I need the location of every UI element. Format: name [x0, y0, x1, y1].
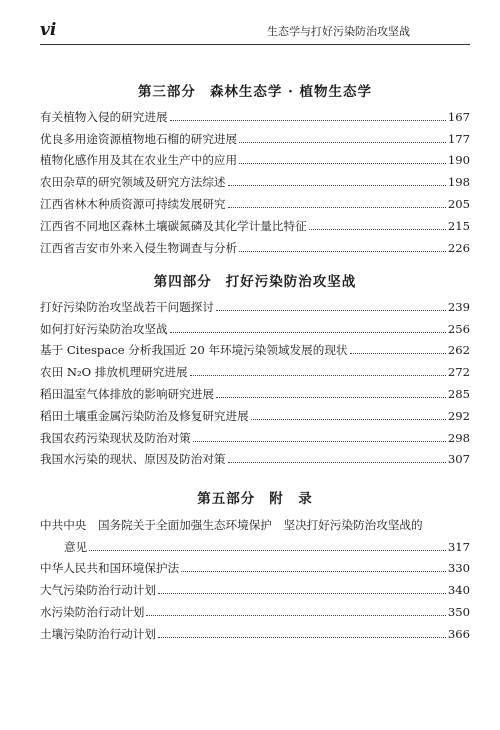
- toc-entry[interactable]: 稻田温室气体排放的影响研究进展 285: [40, 386, 470, 401]
- dot-leader: [146, 615, 446, 616]
- toc-entry[interactable]: 江西省不同地区森林土壤碳氮磷及其化学计量比特征 215: [40, 218, 470, 233]
- toc-entry[interactable]: 打好污染防治攻坚战若干问题探讨 239: [40, 299, 470, 314]
- dot-leader: [228, 185, 446, 186]
- dot-leader: [158, 593, 446, 594]
- dot-leader: [228, 207, 446, 208]
- dot-leader: [228, 462, 446, 463]
- toc-entry[interactable]: 植物化感作用及其在农业生产中的应用 190: [40, 153, 470, 168]
- section-title-part5: [40, 487, 470, 507]
- dot-leader: [181, 571, 446, 572]
- dot-leader: [239, 163, 446, 164]
- section-title-part3: [40, 80, 470, 100]
- running-title: 生态学与打好污染防治攻坚战: [267, 25, 410, 38]
- toc-entry[interactable]: 江西省吉安市外来入侵生物调查与分析 226: [40, 240, 470, 255]
- dot-leader: [193, 441, 446, 442]
- toc-entry[interactable]: 意见 317: [64, 539, 470, 554]
- toc-entry[interactable]: 水污染防治行动计划 350: [40, 604, 470, 619]
- toc-entry[interactable]: 如何打好污染防治攻坚战 256: [40, 321, 470, 336]
- toc-section-3: [40, 102, 470, 255]
- toc-section-4: [40, 292, 470, 466]
- toc-section-5: [40, 510, 470, 641]
- dot-leader: [89, 550, 446, 551]
- toc-entry[interactable]: 土壤污染防治行动计划 366: [40, 626, 470, 641]
- section-part-label: 第五部分: [197, 491, 256, 507]
- dot-leader: [239, 251, 446, 252]
- section-name: 森林生态学 · 植物生态学: [209, 84, 373, 100]
- section-name: 附 录: [269, 491, 313, 507]
- toc-entry[interactable]: 江西省林木种质资源可持续发展研究 205: [40, 196, 470, 211]
- dot-leader: [170, 332, 446, 333]
- page-number: vi: [40, 20, 57, 40]
- toc-entry[interactable]: 我国水污染的现状、原因及防治对策 307: [40, 452, 470, 467]
- dot-leader: [190, 375, 446, 376]
- toc-entry[interactable]: 大气污染防治行动计划 340: [40, 583, 470, 598]
- dot-leader: [216, 310, 446, 311]
- toc-entry-line1[interactable]: 中共中央 国务院关于全面加强生态环境保护 坚决打好污染防治攻坚战的: [40, 517, 423, 532]
- dot-leader: [158, 637, 446, 638]
- dot-leader: [216, 397, 446, 398]
- section-name: 打好污染防治攻坚战: [225, 274, 357, 290]
- toc-entry[interactable]: 农田杂草的研究领域及研究方法综述 198: [40, 175, 470, 190]
- running-header: [40, 16, 470, 45]
- dot-leader: [170, 120, 446, 121]
- toc-entry[interactable]: 优良多用途资源植物地石榴的研究进展 177: [40, 131, 470, 146]
- dot-leader: [309, 229, 446, 230]
- section-part-label: 第三部分: [137, 84, 196, 100]
- dot-leader: [350, 353, 446, 354]
- dot-leader: [239, 142, 446, 143]
- toc-entry[interactable]: 有关植物入侵的研究进展 167: [40, 109, 470, 124]
- dot-leader: [251, 419, 446, 420]
- toc-entry[interactable]: 中华人民共和国环境保护法 330: [40, 561, 470, 576]
- section-title-part4: [40, 270, 470, 290]
- toc-entry[interactable]: 我国农药污染现状及防治对策 298: [40, 430, 470, 445]
- toc-entry[interactable]: 农田 N₂O 排放机理研究进展 272: [40, 365, 470, 380]
- section-part-label: 第四部分: [153, 274, 212, 290]
- toc-entry[interactable]: 稻田土壤重金属污染防治及修复研究进展 292: [40, 408, 470, 423]
- toc-entry[interactable]: 基于 Citespace 分析我国近 20 年环境污染领域发展的现状 262: [40, 343, 470, 358]
